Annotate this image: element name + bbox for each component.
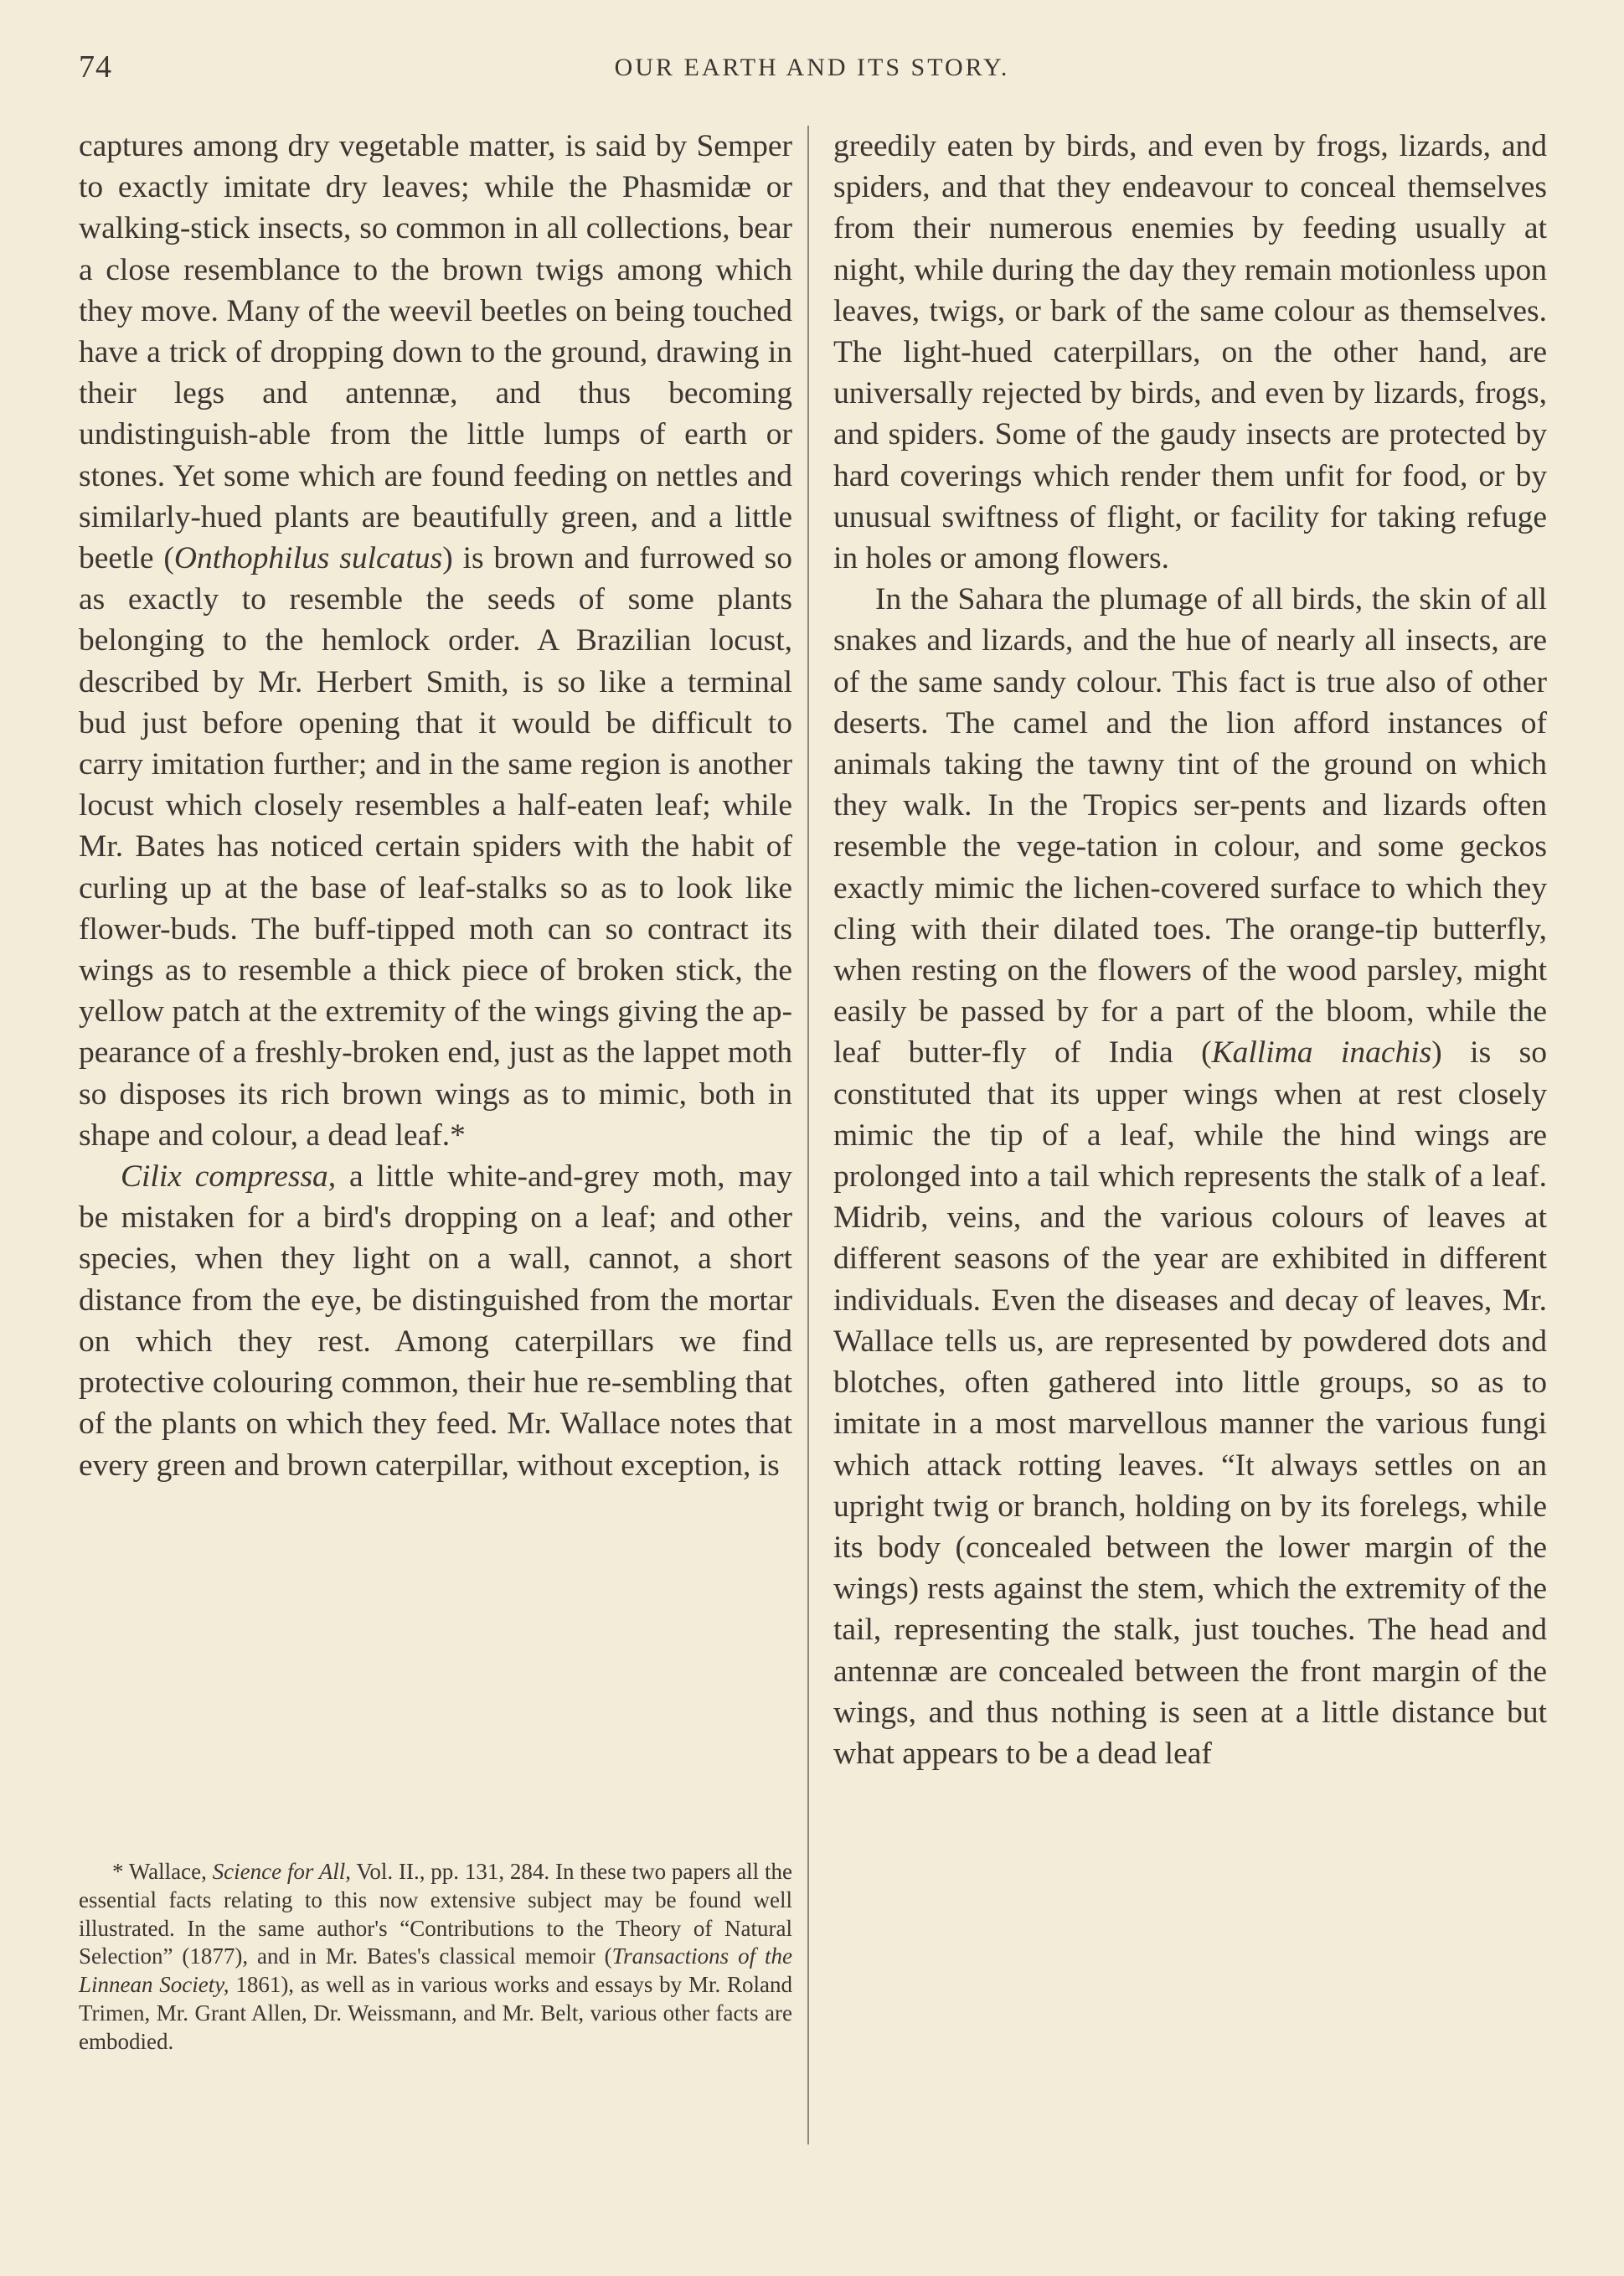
right-p2-text-cont: ) is so constituted that its upper wings when at rest closely mimic the tip of a leaf, while the hind wings are prolonged into a tail which represents the stalk of a leaf. Midrib, veins, and the various colours of leaves at different seasons of the year are exhibited in different individuals. Even the diseases and decay of leaves, Mr. Wallace tells us, are represented by powdered dots and blotches, often gathered into little groups, so as to imitate in a most marvellous manner the various fungi which attack rotting leaves. “It always settles on an upright twig or branch, holding on by its forelegs, while its body (concealed between the lower margin of the wings) rests against the stem, which the extremity of the tail, representing the stalk, just touches. The head and antennæ are concealed between the front margin of the wings, and thus nothing is seen at a little distance but what appears to be a dead leaf [833, 1035, 1547, 1771]
footnote-title-1: Science for All, [212, 1859, 352, 1884]
footnote-title-2: Transactions of the Linnean Society, [79, 1943, 792, 1998]
running-head: OUR EARTH AND ITS STORY. [614, 54, 1010, 81]
left-p1-species: Onthophilus sulcatus [173, 541, 443, 576]
left-p2-text: a little white-and-grey moth, may be mistaken for a bird's dropping on a leaf; and other species, when they light on a wall, cannot, a short distance from the eye, be distinguished from the mortar on which they rest. Among caterpillars we find protective colouring common, their hue re-sembling that of the plants on which they feed. Mr. Wallace notes that every green and brown caterpillar, without exception, is [79, 1159, 792, 1483]
footnote-text-1: * Wallace, [112, 1859, 213, 1884]
page-number: 74 [79, 49, 112, 85]
right-column [833, 126, 1547, 1774]
right-p2-text: In the Sahara the plumage of all birds, the skin of all snakes and lizards, and the hue of nearly all insects, are of the same sandy colour. This fact is true also of other deserts. The camel and the lion afford instances of animals taking the tawny tint of the ground on which they walk. In the Tropics ser-pents and lizards often resemble the vege-tation in colour, and some geckos exactly mimic the lichen-covered surface to which they cling with their dilated toes. The orange-tip butterfly, when resting on the flowers of the wood parsley, might easily be passed by for a part of the bloom, while the leaf butter-fly of India ( [833, 582, 1547, 1071]
footnote-text-3: 1861), as well as in various works and essays by Mr. Roland Trimen, Mr. Grant Allen, Dr. Weissmann, and Mr. Belt, various other facts are embodied. [79, 1972, 792, 2054]
left-paragraph-2 [79, 1156, 792, 1486]
right-p2-species: Kallima inachis [1211, 1035, 1432, 1071]
left-column [79, 126, 792, 1486]
left-p2-species: Cilix compressa, [121, 1159, 337, 1195]
left-p1-text: captures among dry vegetable matter, is said by Semper to exactly imitate dry leaves; while the Phasmidæ or walking-stick insects, so common in all collections, bear a close resemblance to the brown twigs among which they move. Many of the weevil beetles on being touched have a trick of dropping down to the ground, drawing in their legs and antennæ, and thus becoming undistinguish-able from the little lumps of earth or stones. Yet some which are found feeding on nettles and similarly-hued plants are beautifully green, and a little beetle ( [79, 129, 792, 576]
left-paragraph-1 [79, 126, 792, 1156]
footnote-text-2: Vol. II., pp. 131, 284. In these two papers all the essential facts relating to this now extensive subject may be found well illustrated. In the same author's “Contributions to the Theory of Natural Selection” (1877), and in Mr. Bates's classical memoir ( [79, 1859, 792, 1969]
column-divider [807, 126, 809, 2144]
right-paragraph-2 [833, 579, 1547, 1774]
left-p1-text-cont: ) is brown and furrowed so as exactly to resemble the seeds of some plants belonging to the hemlock order. A Brazilian locust, described by Mr. Herbert Smith, is so like a terminal bud just before opening that it would be difficult to carry imitation further; and in the same region is another locust which closely resembles a half-eaten leaf; while Mr. Bates has noticed certain spiders with the habit of curling up at the base of leaf-stalks so as to look like flower-buds. The buff-tipped moth can so contract its wings as to resemble a thick piece of broken stick, the yellow patch at the extremity of the wings giving the ap-pearance of a freshly-broken end, just as the lappet moth so disposes its rich brown wings as to mimic, both in shape and colour, a dead leaf.* [79, 541, 792, 1153]
footnote [79, 1858, 792, 2057]
right-paragraph-1: greedily eaten by birds, and even by frogs, lizards, and spiders, and that they endeavour to conceal themselves from their numerous enemies by feeding usually at night, while during the day they remain motionless upon leaves, twigs, or bark of the same colour as themselves. The light-hued caterpillars, on the other hand, are universally rejected by birds, and even by lizards, frogs, and spiders. Some of the gaudy insects are protected by hard coverings which render them unfit for food, or by unusual swiftness of flight, or facility for taking refuge in holes or among flowers. [833, 129, 1547, 576]
